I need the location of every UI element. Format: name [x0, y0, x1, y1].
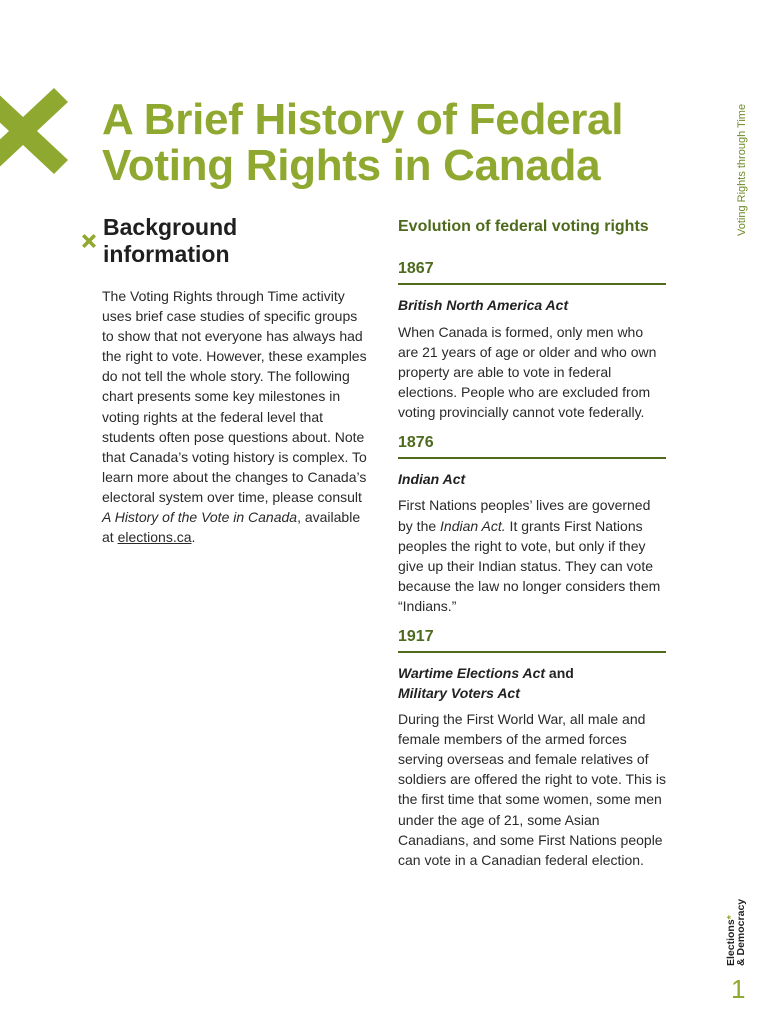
side-label: Voting Rights through Time: [736, 103, 748, 236]
era-year: 1917: [398, 626, 666, 653]
act-joiner: and: [545, 665, 574, 682]
desc-part: First Nations peoples’ lives are governed by the: [398, 497, 651, 534]
desc-part: It grants First Nations peoples the right to vote, but only if they give up their Indian status. They can vote because the law no longer considers them “Indians.”: [398, 517, 661, 614]
act-title: Wartime Elections Act: [398, 665, 546, 682]
x-mark-icon: [82, 234, 96, 248]
act-title: Indian Act: [398, 470, 466, 487]
era-act: [398, 664, 666, 703]
elections-link[interactable]: elections.ca: [117, 529, 192, 546]
era-description: [398, 495, 666, 616]
logo-line: & Democracy: [735, 898, 747, 966]
era-description: During the First World War, all male and female members of the armed forces serving overseas and female relatives of soldiers are offered the right to vote. This is the first time that some women, some men under the age of 21, some Asian Canadians, and some First Nations people can vote in a Canadian federal election.: [398, 711, 666, 868]
section-heading: [80, 214, 370, 268]
elections-democracy-logo: [726, 899, 746, 966]
available-at-text: , available at: [102, 509, 361, 546]
intro-text: The Voting Rights through Time activity uses brief case studies of specific groups to show that not everyone has always had the right to vote. However, these examples do not tell the whole story. The following chart presents some key milestones in voting rights at the federal level that students often pose questions about. Note that Canada’s voting history is complex. To learn more about the changes to Canada’s electoral system over time, please consult: [102, 288, 367, 505]
era-year: 1876: [398, 432, 666, 459]
era-year: 1867: [398, 258, 666, 285]
act-title: British North America Act: [398, 297, 569, 313]
title-line: Voting Rights in Canada: [102, 141, 601, 190]
era-act: [398, 296, 666, 316]
logo-line: Elections: [725, 919, 737, 966]
era-1917: [398, 626, 666, 870]
section-heading-text: Background information: [103, 214, 238, 267]
desc-italic: Indian Act.: [440, 517, 506, 534]
background-section: [80, 214, 370, 547]
intro-paragraph: [102, 286, 370, 547]
period: .: [191, 529, 196, 546]
era-1867: [398, 258, 666, 422]
page-title: [102, 97, 702, 189]
page-number: 1: [731, 974, 746, 1004]
logo-star: *: [725, 915, 737, 920]
x-mark-icon: [0, 88, 68, 174]
era-1876: [398, 432, 666, 616]
evolution-section: [398, 216, 666, 870]
act-title: Military Voters Act: [398, 684, 520, 701]
era-act: [398, 470, 666, 490]
book-title: A History of the Vote in Canada: [102, 509, 298, 526]
era-description: When Canada is formed, only men who are 21 years of age or older and who own property are able to vote in federal elections. People who are excluded from voting provincially cannot vote federally.: [398, 323, 657, 420]
title-line: A Brief History of Federal: [102, 95, 624, 144]
evolution-heading: Evolution of federal voting rights: [398, 218, 649, 235]
